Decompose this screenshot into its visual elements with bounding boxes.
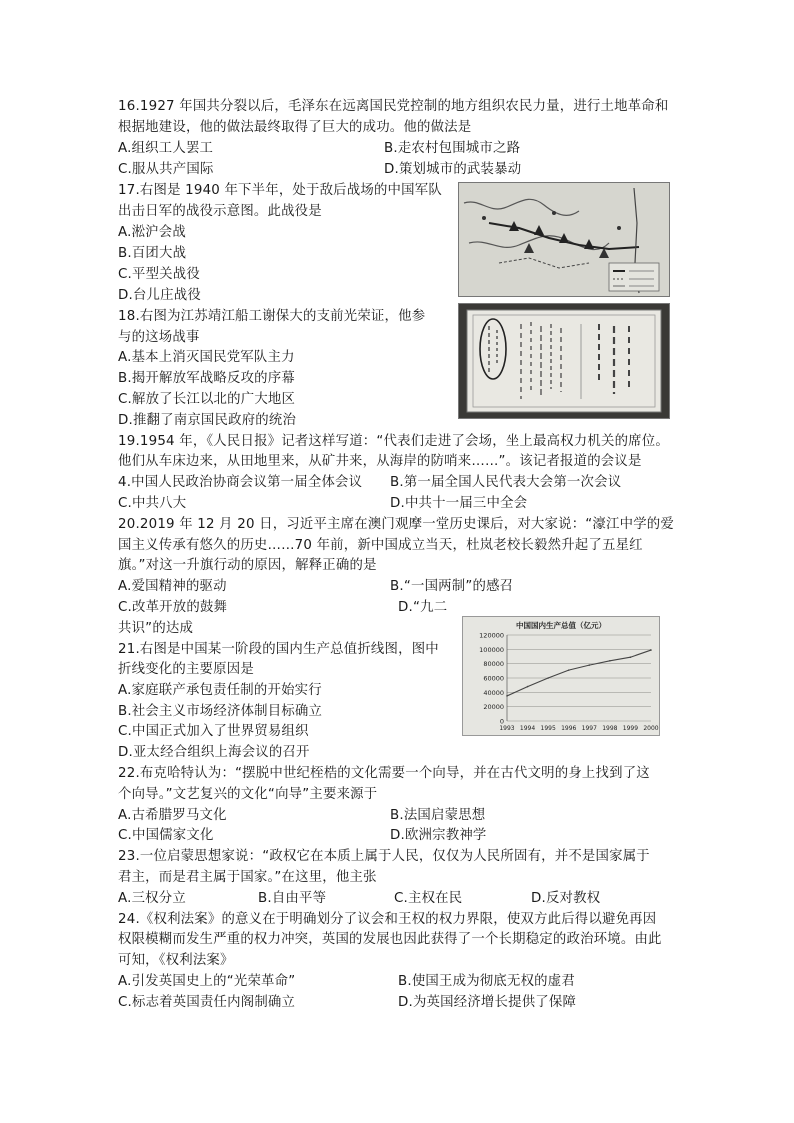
q24-option-b[interactable]: B.使国王成为彻底无权的虚君: [398, 974, 575, 989]
gdp-data-point: [568, 669, 570, 671]
gdp-data-point: [630, 656, 632, 658]
q17-option-c[interactable]: C.平型关战役: [118, 267, 200, 282]
q20-option-b[interactable]: B.“一国两制”的感召: [390, 579, 514, 594]
x-tick-label: 1998: [602, 725, 618, 732]
q18-option-a[interactable]: A.基本上消灭国民党军队主力: [118, 350, 295, 365]
q16-option-b[interactable]: B.走农村包围城市之路: [384, 141, 521, 156]
y-tick-label: 20000: [483, 703, 504, 712]
battle-map-image: [458, 182, 670, 297]
q21-option-c[interactable]: C.中国正式加入了世界贸易组织: [118, 724, 309, 739]
q24-option-a[interactable]: A.引发英国史上的“光荣革命”: [118, 974, 296, 989]
q23-option-b[interactable]: B.自由平等: [258, 891, 327, 906]
q19-stem-line1: 19.1954 年，《人民日报》记者这样写道：“代表们走进了会场，坐上最高权力机关的席位。: [118, 434, 669, 449]
gdp-data-point: [506, 695, 508, 697]
q21-option-b[interactable]: B.社会主义市场经济体制目标确立: [118, 704, 323, 719]
q24-option-c[interactable]: C.标志着英国责任内阁制确立: [118, 995, 296, 1010]
q19-stem-line2: 他们从车床边来，从田地里来，从矿井来，从海岸的防哨来……”。该记者报道的会议是: [118, 454, 642, 469]
q17-stem-line2: 出击日军的战役示意图。此战役是: [118, 204, 322, 219]
q20-option-a[interactable]: A.爱国精神的驱动: [118, 579, 227, 594]
q20-stem-line3: 旗。”对这一升旗行动的原因，解释正确的是: [118, 558, 377, 573]
q18-option-d[interactable]: D.推翻了南京国民政府的统治: [118, 413, 297, 428]
q22-option-a[interactable]: A.古希腊罗马文化: [118, 808, 227, 823]
q18-option-b[interactable]: B.揭开解放军战略反攻的序幕: [118, 371, 295, 386]
q16-option-d[interactable]: D.策划城市的武装暴动: [384, 162, 522, 177]
q24-stem-line3: 可知，《权利法案》: [118, 953, 234, 968]
q19-option-c[interactable]: C.中共八大: [118, 496, 187, 511]
q17-option-d[interactable]: D.台儿庄战役: [118, 288, 201, 303]
q18-stem-line1: 18.右图为江苏靖江船工谢保大的支前光荣证，他参: [118, 309, 426, 324]
q19-option-a[interactable]: 4.中国人民政治协商会议第一届全体会议: [118, 475, 363, 490]
certificate-image: [458, 303, 670, 419]
y-tick-label: 60000: [483, 674, 504, 683]
x-tick-label: 1995: [540, 725, 556, 732]
gdp-data-point: [547, 677, 549, 679]
x-tick-label: 1994: [519, 725, 536, 732]
q16-stem-line2: 根据地建设，他的做法最终取得了巨大的成功。他的做法是: [118, 120, 472, 135]
y-tick-label: 0: [499, 717, 504, 726]
q22-stem-line1: 22.布克哈特认为：“摆脱中世纪桎梏的文化需要一个向导，并在古代文明的身上找到了这: [118, 766, 650, 781]
q17-option-b[interactable]: B.百团大战: [118, 246, 187, 261]
q22-option-d[interactable]: D.欧洲宗教神学: [390, 828, 487, 843]
q22-option-b[interactable]: B.法国启蒙思想: [390, 808, 486, 823]
y-tick-label: 120000: [479, 631, 504, 640]
q21-option-d[interactable]: D.亚太经合组织上海会议的召开: [118, 745, 310, 760]
q18-stem-line2: 与的这场战事: [118, 330, 200, 345]
q18-option-c[interactable]: C.解放了长江以北的广大地区: [118, 392, 296, 407]
q23-stem-line1: 23.一位启蒙思想家说：“政权它在本质上属于人民，仅仅为人民所固有，并不是国家属于: [118, 849, 650, 864]
q23-option-c[interactable]: C.主权在民: [394, 891, 463, 906]
q21-stem-line1: 21.右图是中国某一阶段的国内生产总值折线图，图中: [118, 642, 439, 657]
y-tick-label: 100000: [479, 645, 504, 654]
q22-option-c[interactable]: C.中国儒家文化: [118, 828, 214, 843]
q24-stem-line2: 权限模糊而发生严重的权力冲突，英国的发展也因此获得了一个长期稳定的政治环境。由此: [118, 932, 662, 947]
q16-stem-line1: 16.1927 年国共分裂以后，毛泽东在远离国民党控制的地方组织农民力量，进行土地革命和: [118, 99, 669, 114]
q24-option-d[interactable]: D.为英国经济增长提供了保障: [398, 995, 577, 1010]
gdp-chart: [462, 616, 660, 736]
chart-title: 中国国内生产总值（亿元）: [516, 621, 606, 630]
gdp-data-point: [588, 664, 590, 666]
q16-option-a[interactable]: A.组织工人罢工: [118, 141, 214, 156]
x-tick-label: 1993: [499, 725, 515, 732]
x-tick-label: 1996: [561, 725, 577, 732]
q23-stem-line2: 君主，而是君主属于国家。”在这里，他主张: [118, 870, 377, 885]
q19-option-d[interactable]: D.中共十一届三中全会: [390, 496, 528, 511]
gdp-data-point: [527, 686, 529, 688]
q24-stem-line1: 24.《权利法案》的意义在于明确划分了议会和王权的权力界限，使双方此后得以避免再因: [118, 912, 657, 927]
x-tick-label: 1999: [622, 725, 639, 732]
x-tick-label: 2000: [643, 725, 659, 732]
q23-option-d[interactable]: D.反对教权: [531, 891, 601, 906]
q17-option-a[interactable]: A.淞沪会战: [118, 225, 186, 240]
y-tick-label: 40000: [483, 688, 504, 697]
q16-option-c[interactable]: C.服从共产国际: [118, 162, 214, 177]
q17-stem-line1: 17.右图是 1940 年下半年，处于敌后战场的中国军队: [118, 183, 442, 198]
q19-option-b[interactable]: B.第一届全国人民代表大会第一次会议: [390, 475, 622, 490]
gdp-data-point: [609, 660, 611, 662]
q20-stem-line1: 20.2019 年 12 月 20 日，习近平主席在澳门观摩一堂历史课后，对大家说：“濠江中学的爱: [118, 517, 674, 532]
q20-stem-line2: 国主义传承有悠久的历史……70 年前，新中国成立当天，杜岚老校长毅然升起了五星红: [118, 538, 643, 553]
q20-option-d-continued: 共识”的达成: [118, 621, 194, 636]
q23-option-a[interactable]: A.三权分立: [118, 891, 186, 906]
y-tick-label: 80000: [483, 660, 504, 669]
x-tick-label: 1997: [581, 725, 597, 732]
q21-option-a[interactable]: A.家庭联产承包责任制的开始实行: [118, 683, 322, 698]
q20-option-d[interactable]: D.“九二: [398, 600, 448, 615]
gdp-data-point: [650, 649, 652, 651]
q21-stem-line2: 折线变化的主要原因是: [118, 662, 254, 677]
q20-option-c[interactable]: C.改革开放的鼓舞: [118, 600, 228, 615]
q22-stem-line2: 个向导。”文艺复兴的文化“向导”主要来源于: [118, 787, 378, 802]
